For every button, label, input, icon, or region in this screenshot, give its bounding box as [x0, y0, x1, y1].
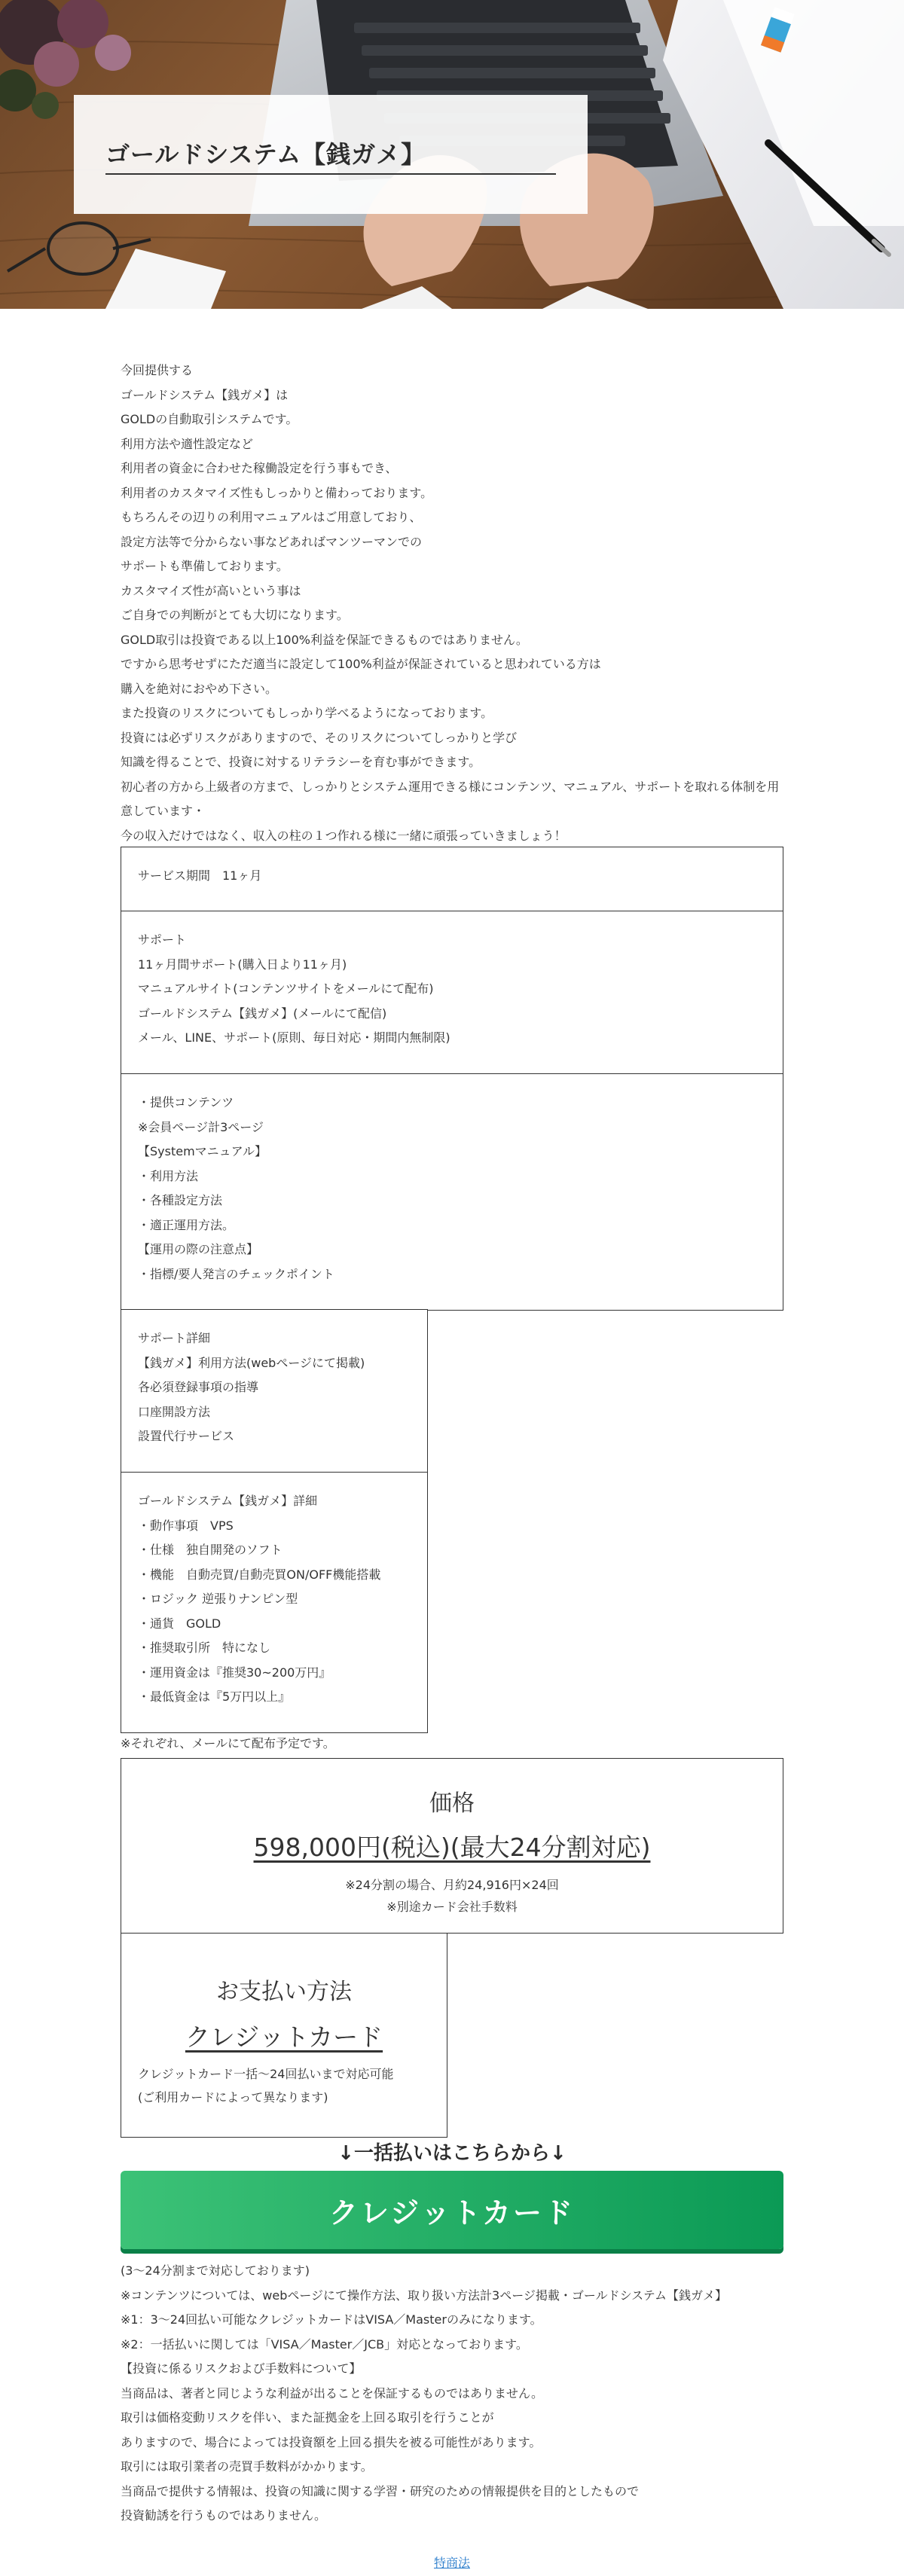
- hero-banner: [0, 0, 904, 309]
- lump-sum-label: ↓一括払いはこちらから↓: [337, 2142, 567, 2165]
- note-line: 当商品は、著者と同じような利益が出ることを保証するものではありません。: [121, 2385, 543, 2401]
- intro-line: GOLD取引は投資である以上100%利益を保証できるものではありません。: [121, 632, 528, 647]
- system-detail-line: ・最低資金は『5万円以上』: [138, 1689, 291, 1704]
- contents-box: [121, 1073, 783, 1311]
- intro-text: [121, 359, 783, 848]
- intro-line: ですから思考せずにただ適当に設定して100%利益が保証されていると思われている方は: [121, 657, 601, 671]
- contents-line: ・適正運用方法。: [138, 1217, 235, 1232]
- price-amount: 598,000円(税込)(最大24分割対応): [253, 1833, 651, 1862]
- note-line: ありますので、場合によっては投資額を上回る損失を被る可能性があります。: [121, 2434, 542, 2449]
- price-installment-note: ※24分割の場合、月約24,916円×24回: [345, 1878, 559, 1892]
- payment-method: クレジットカード: [185, 2022, 383, 2052]
- note-line: ※2：一括払いに関しては「VISA／Master／JCB」対応となっております。: [121, 2336, 528, 2352]
- note-line: 取引は価格変動リスクを伴い、また証拠金を上回る取引を行うことが: [121, 2410, 494, 2425]
- note-line: (3〜24分割まで対応しております): [121, 2263, 310, 2278]
- page-title: ゴールドシステム【銭ガメ】: [105, 140, 426, 169]
- price-title: 価格: [429, 1790, 475, 1817]
- payment-note: クレジットカード一括〜24回払いまで対応可能: [138, 2067, 394, 2081]
- intro-line: もちろんその辺りの利用マニュアルはご用意しており、: [121, 510, 422, 524]
- service-period: サービス期間 11ヶ月: [138, 868, 262, 883]
- notes-section: [121, 2259, 783, 2529]
- system-detail-line: ・仕様 独自開発のソフト: [138, 1543, 282, 1557]
- intro-line: ご自身での判断がとても大切になります。: [121, 608, 349, 622]
- contents-line: 【Systemマニュアル】: [138, 1144, 267, 1158]
- credit-card-button[interactable]: [121, 2171, 783, 2249]
- system-detail-line: ・推奨取引所 特になし: [138, 1641, 271, 1655]
- intro-line: 初心者の方から上級者の方まで、しっかりとシステム運用できる様にコンテンツ、マニュアル、サポートを取れる体制を用意しています・: [121, 779, 780, 818]
- note-line: 当商品で提供する情報は、投資の知識に関する学習・研究のための情報提供を目的としたもので: [121, 2483, 640, 2498]
- support-detail-line: 設置代行サービス: [138, 1429, 235, 1443]
- price-box: [121, 1758, 783, 1934]
- credit-card-button-label: クレジットカード: [329, 2196, 575, 2230]
- support-heading: サポート: [138, 932, 187, 947]
- contents-line: ・利用方法: [138, 1168, 199, 1183]
- payment-box: [121, 1933, 447, 2138]
- contents-line: ※会員ページ計3ページ: [138, 1119, 264, 1134]
- note-line: 投資勧誘を行うものではありません。: [121, 2508, 326, 2523]
- intro-line: カスタマイズ性が高いという事は: [121, 583, 301, 598]
- support-detail-box: [121, 1309, 428, 1473]
- contents-line: ・各種設定方法: [138, 1193, 223, 1207]
- system-detail-line: ・通貨 GOLD: [138, 1616, 221, 1631]
- support-box: [121, 911, 783, 1075]
- price-fee-note: ※別途カード会社手数料: [386, 1900, 518, 1914]
- intro-section: [121, 359, 783, 848]
- intro-line: 知識を得ることで、投資に対するリテラシーを育む事ができます。: [121, 755, 481, 769]
- system-detail-line: ・運用資金は『推奨30~200万円』: [138, 1665, 331, 1680]
- note-line: 取引には取引業者の売買手数料がかかります。: [121, 2459, 373, 2474]
- system-detail-line: ・動作事項 VPS: [138, 1518, 234, 1533]
- intro-line: 購入を絶対におやめ下さい。: [121, 681, 278, 696]
- intro-line: 設定方法等で分からない事などあればマンツーマンでの: [121, 534, 423, 549]
- contents-line: ・提供コンテンツ: [138, 1095, 234, 1109]
- hero-title-box: [74, 95, 588, 214]
- intro-line: サポートも準備しております。: [121, 559, 289, 573]
- support-detail-line: 各必須登録事項の指導: [138, 1380, 259, 1394]
- service-period-box: [121, 847, 783, 912]
- support-line: ゴールドシステム【銭ガメ】(メールにて配信): [138, 1006, 387, 1021]
- intro-line: 今回提供する: [121, 363, 194, 377]
- distribution-note: ※それぞれ、メールにて配布予定です。: [121, 1736, 335, 1750]
- intro-line: GOLDの自動取引システムです。: [121, 412, 298, 426]
- intro-line: 今の収入だけではなく、収入の柱の１つ作れる様に一緒に頑張っていきましょう！: [121, 828, 567, 843]
- contents-line: ・指標/要人発言のチェックポイント: [138, 1266, 334, 1281]
- system-detail-line: ・ロジック 逆張りナンピン型: [138, 1592, 298, 1606]
- intro-line: 利用者のカスタマイズ性もしっかりと備わっております。: [121, 485, 433, 500]
- system-detail-box: [121, 1472, 428, 1733]
- note-line: ※コンテンツについては、webページにて操作方法、取り扱い方法計3ページ掲載・ゴールドシステム【銭ガメ】: [121, 2288, 727, 2303]
- support-line: マニュアルサイト(コンテンツサイトをメールにて配布): [138, 981, 434, 996]
- intro-line: ゴールドシステム【銭ガメ】は: [121, 387, 289, 402]
- intro-line: 利用者の資金に合わせた稼働設定を行う事もでき、: [121, 461, 398, 475]
- title-underline: [105, 173, 556, 175]
- intro-line: 投資には必ずリスクがありますので、そのリスクについてしっかりと学び: [121, 730, 518, 745]
- support-detail-heading: サポート詳細: [138, 1331, 211, 1345]
- payment-title: お支払い方法: [216, 1979, 352, 2005]
- system-detail-heading: ゴールドシステム【銭ガメ】詳細: [138, 1494, 318, 1508]
- note-line: ※1：3〜24回払い可能なクレジットカードはVISA／Masterのみになります。: [121, 2312, 542, 2327]
- intro-line: 利用方法や適性設定など: [121, 436, 254, 451]
- support-detail-line: 口座開設方法: [138, 1404, 211, 1419]
- payment-note: (ご利用カードによって異なります): [138, 2090, 328, 2104]
- intro-line: また投資のリスクについてもしっかり学べるようになっております。: [121, 706, 493, 720]
- tokushoho-link[interactable]: 特商法: [433, 2556, 470, 2570]
- system-detail-line: ・機能 自動売買/自動売買ON/OFF機能搭載: [138, 1567, 381, 1582]
- support-detail-line: 【銭ガメ】利用方法(webページにて掲載): [138, 1355, 365, 1370]
- note-line: 【投資に係るリスクおよび手数料について】: [121, 2361, 362, 2376]
- support-line: 11ヶ月間サポート(購入日より11ヶ月): [138, 957, 347, 972]
- contents-line: 【運用の際の注意点】: [138, 1242, 259, 1256]
- support-line: メール、LINE、サポート(原則、毎日対応・期間内無制限): [138, 1030, 450, 1045]
